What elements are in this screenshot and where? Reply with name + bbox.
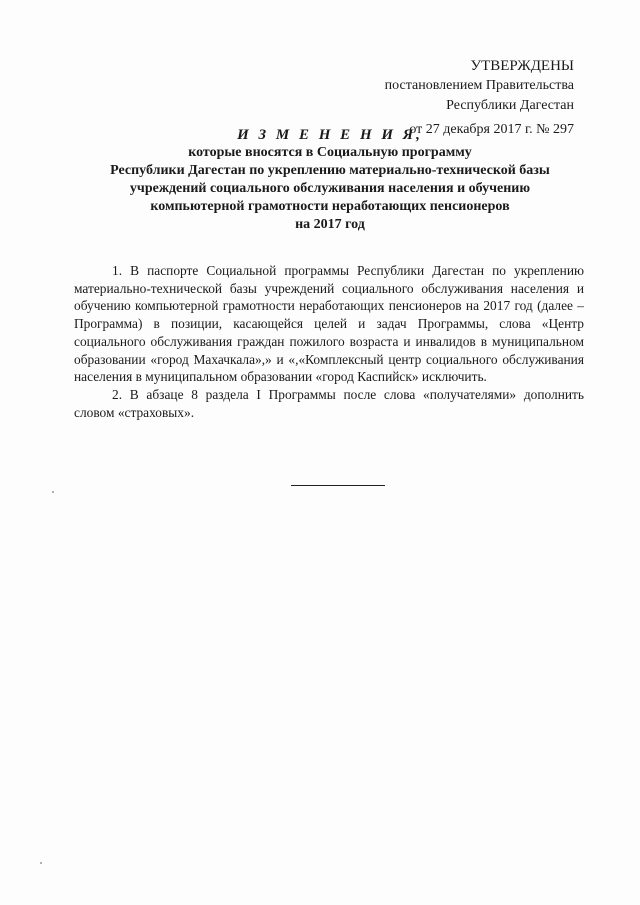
document-title: И З М Е Н Е Н И Я, bbox=[237, 127, 423, 143]
approval-region: Республики Дагестан bbox=[446, 98, 574, 113]
paragraph-1: 1. В паспорте Социальной программы Республики Дагестан по укреплению материально-технической базы учреждений социального обслуживания населения и обучению компьютерной грамотности неработающих пенсионеров на 2017 год (далее – Программа) в позиции, касающейся целей и задач Программы, слова «Центр социального обслуживания граждан пожилого возраста и инвалидов в муниципальном образовании «город Махачкала»,» и «,«Комплексный центр социального обслуживания населения в муниципальном образовании «город Каспийск» исключить. bbox=[74, 263, 584, 385]
document-title-block bbox=[100, 126, 560, 234]
title-line-4: учреждений социального обслуживания населения и обучению bbox=[129, 181, 531, 196]
approval-heading: УТВЕРЖДЕНЫ bbox=[470, 58, 574, 74]
scan-speck bbox=[40, 862, 42, 864]
approval-date-number: от 27 декабря 2017 г. № 297 bbox=[409, 122, 574, 137]
approval-issuer: постановлением Правительства bbox=[384, 78, 574, 93]
closing-rule bbox=[291, 485, 385, 486]
title-line-6: на 2017 год bbox=[295, 217, 365, 232]
paragraph-2: 2. В абзаце 8 раздела I Программы после слова «получателями» дополнить словом «страховых». bbox=[74, 386, 584, 420]
title-line-3: Республики Дагестан по укреплению материально-технической базы bbox=[110, 163, 550, 178]
title-line-2: которые вносятся в Социальную программу bbox=[188, 145, 472, 160]
scan-speck bbox=[52, 491, 54, 493]
title-line-5: компьютерной грамотности неработающих пенсионеров bbox=[150, 199, 510, 214]
document-body bbox=[74, 262, 584, 421]
